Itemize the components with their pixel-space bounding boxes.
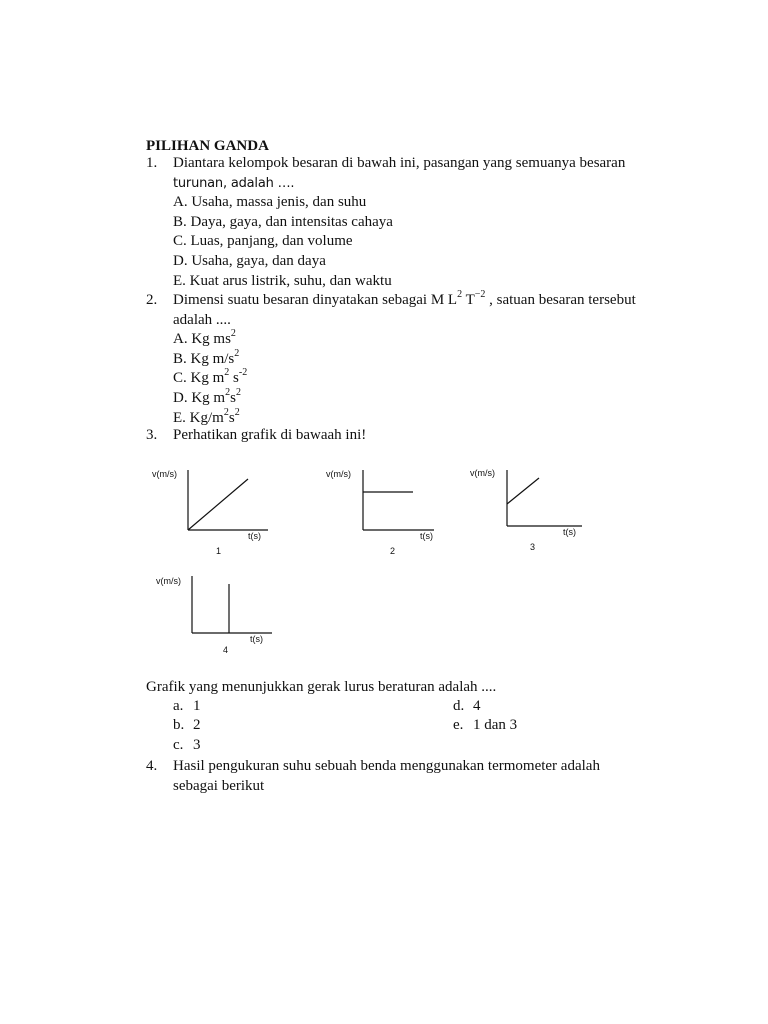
graph-xlabel: t(s) — [563, 527, 576, 537]
graph-xlabel: t(s) — [420, 531, 433, 541]
graph-number: 3 — [530, 542, 536, 552]
graph-number: 4 — [223, 645, 229, 655]
question-text: Hasil pengukuran suhu sebuah benda menggunakan termometer adalah — [173, 758, 600, 774]
graph-3 — [466, 462, 596, 562]
section-heading: PILIHAN GANDA — [146, 138, 269, 154]
option-e: E. $Kg/m^2s^2$ — [173, 406, 240, 426]
question-text-cont: adalah .... — [173, 311, 231, 328]
graph-1 — [148, 462, 278, 562]
answer-d: d. 4 — [453, 698, 481, 714]
option-e: E. Kuat arus listrik, suhu, dan waktu — [173, 272, 392, 289]
answer-a: a. 1 — [173, 698, 201, 714]
graph-question-prompt: Grafik yang menunjukkan gerak lurus beraturan adalah .... — [146, 679, 497, 695]
option-a: A. Usaha, massa jenis, dan suhu — [173, 194, 367, 211]
graph-4 — [152, 570, 282, 660]
question-2 — [146, 291, 658, 428]
option-c: C. Kg $m^2$ $s^{-2}$ — [173, 367, 248, 387]
question-text-cont: turunan, adalah …. — [173, 175, 295, 191]
graph-ylabel: v(m/s) — [156, 576, 181, 586]
answer-e: e. 1 dan 3 — [453, 717, 518, 733]
graph-3-svg — [466, 462, 596, 562]
question-number: 4. — [146, 758, 158, 774]
question-number: 2. — [146, 292, 158, 308]
graph-line — [507, 478, 539, 504]
option-c: C. Luas, panjang, dan volume — [173, 233, 353, 250]
graph-ylabel: v(m/s) — [470, 468, 495, 478]
answer-c: c. 3 — [173, 737, 201, 753]
graph-number: 1 — [216, 546, 222, 556]
option-b: B. Kg $m/s^2$ — [173, 347, 240, 367]
question-number: 3. — [146, 427, 158, 443]
answer-b: b. 2 — [173, 717, 201, 733]
question-text-cont: sebagai berikut — [173, 777, 265, 794]
graph-2 — [322, 462, 452, 562]
option-b: B. Daya, gaya, dan intensitas cahaya — [173, 213, 393, 230]
question-number: 1. — [146, 155, 158, 171]
graph-ylabel: v(m/s) — [326, 469, 351, 479]
question-3 — [146, 426, 658, 446]
option-d: D. Kg $m^2s^2$ — [173, 386, 241, 406]
option-d: D. Usaha, gaya, dan daya — [173, 252, 326, 269]
graph-number: 2 — [390, 546, 396, 556]
graph-2-svg — [322, 462, 452, 562]
graph-xlabel: t(s) — [250, 634, 263, 644]
question-text: Diantara kelompok besaran di bawah ini, pasangan yang semuanya besaran — [173, 155, 626, 171]
graph-ylabel: v(m/s) — [152, 469, 177, 479]
graph-1-svg — [148, 462, 278, 562]
question-1 — [146, 154, 658, 291]
question-text: Dimensi suatu besaran dinyatakan sebagai M $L^2$ $T^{-2}$ , satuan besaran tersebut — [173, 289, 636, 308]
graph-4-svg — [152, 570, 282, 660]
option-a: A. Kg $ms^2$ — [173, 328, 236, 348]
graph-line — [188, 479, 248, 530]
question-text: Perhatikan grafik di bawaah ini! — [173, 427, 367, 443]
question-4 — [146, 757, 658, 796]
graph-xlabel: t(s) — [248, 531, 261, 541]
